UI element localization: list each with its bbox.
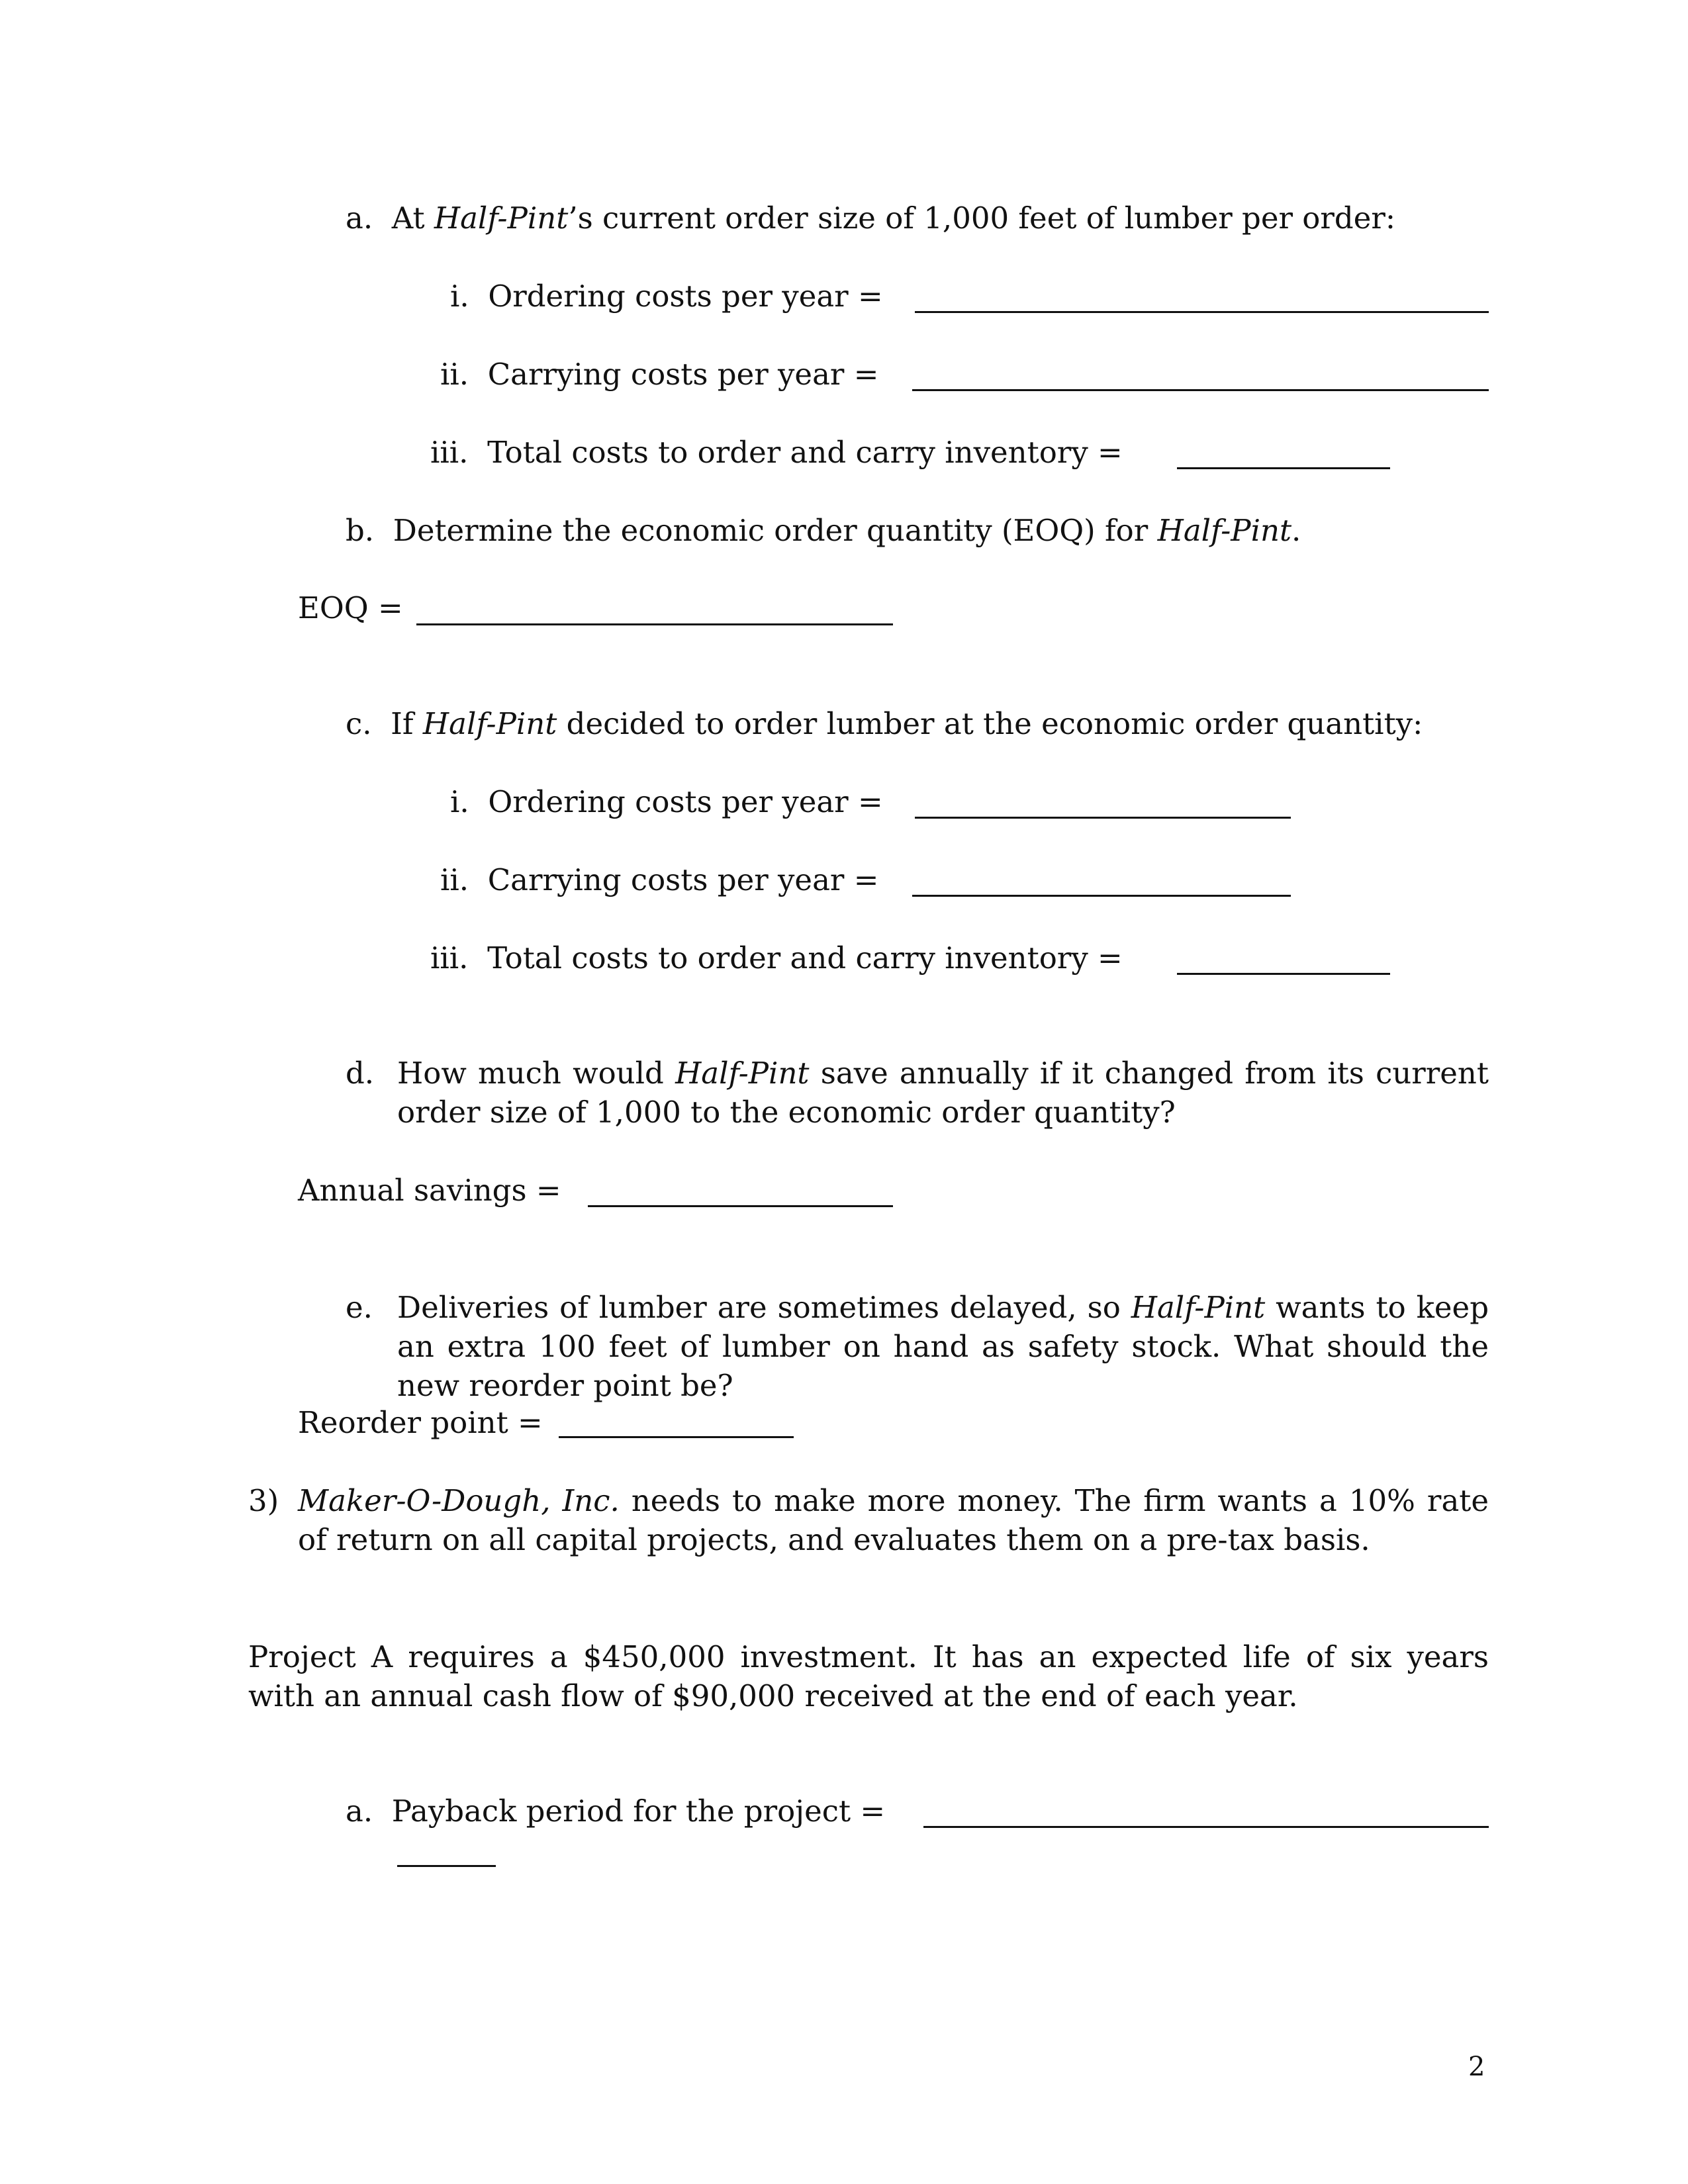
answer-blank-c-i[interactable] (915, 817, 1291, 819)
answer-blank-payback[interactable] (923, 1826, 1489, 1828)
part-b-prompt: b. Determine the economic order quantity (EOQ) for Half-Pint. (346, 513, 1301, 548)
company-name: Maker-O-Dough, Inc. (298, 1483, 620, 1518)
answer-blank-payback-continued[interactable] (397, 1865, 496, 1867)
c-item-2: ii. Carrying costs per year = (440, 862, 879, 897)
c-item-3: iii. Total costs to order and carry inventory = (430, 940, 1123, 976)
q3-part-a-prompt: a. Payback period for the project = (346, 1794, 886, 1829)
answer-blank-c-iii[interactable] (1177, 973, 1390, 975)
question-3-label: 3) (248, 1483, 279, 1518)
question-3-intro: Maker-O-Dough, Inc. needs to make more money. The firm wants a 10% rate of return on all capital projects, and evaluates them on a pre-tax basis. (298, 1483, 1489, 1557)
a-item-1: i. Ordering costs per year = (450, 279, 883, 314)
answer-blank-a-ii[interactable] (912, 389, 1489, 391)
answer-blank-eoq[interactable] (416, 623, 893, 625)
answer-blank-a-i[interactable] (915, 311, 1489, 313)
part-c-prompt: c. If Half-Pint decided to order lumber at the economic order quantity: (346, 706, 1423, 741)
project-a-description: Project A requires a $450,000 investment. It has an expected life of six years with an annual cash flow of $90,000 received at the end of each year. (248, 1639, 1489, 1713)
part-e-prompt: Deliveries of lumber are sometimes delayed, so Half-Pint wants to keep an extra 100 feet of lumber on hand as safety stock. What should the new reorder point be? (397, 1290, 1489, 1403)
part-e-label: e. (346, 1290, 373, 1325)
eoq-label: EOQ = (298, 590, 403, 625)
answer-blank-a-iii[interactable] (1177, 467, 1390, 469)
reorder-point-label: Reorder point = (298, 1405, 543, 1440)
answer-blank-reorder[interactable] (559, 1436, 794, 1438)
c-item-1: i. Ordering costs per year = (450, 784, 883, 819)
part-d-label: d. (346, 1056, 375, 1091)
company-name: Half-Pint (434, 201, 569, 236)
answer-blank-c-ii[interactable] (912, 895, 1291, 897)
part-label: a. (346, 201, 373, 236)
page-number: 2 (1468, 2052, 1485, 2082)
answer-blank-savings[interactable] (588, 1205, 893, 1207)
annual-savings-label: Annual savings = (298, 1173, 561, 1208)
a-item-2: ii. Carrying costs per year = (440, 357, 879, 392)
a-item-3: iii. Total costs to order and carry inventory = (430, 435, 1123, 470)
part-d-prompt: How much would Half-Pint save annually if it changed from its current order size of 1,000 to the economic order quantity? (397, 1056, 1489, 1130)
part-a-prompt: a. At Half-Pint’s current order size of 1,000 feet of lumber per order: (346, 201, 1396, 236)
